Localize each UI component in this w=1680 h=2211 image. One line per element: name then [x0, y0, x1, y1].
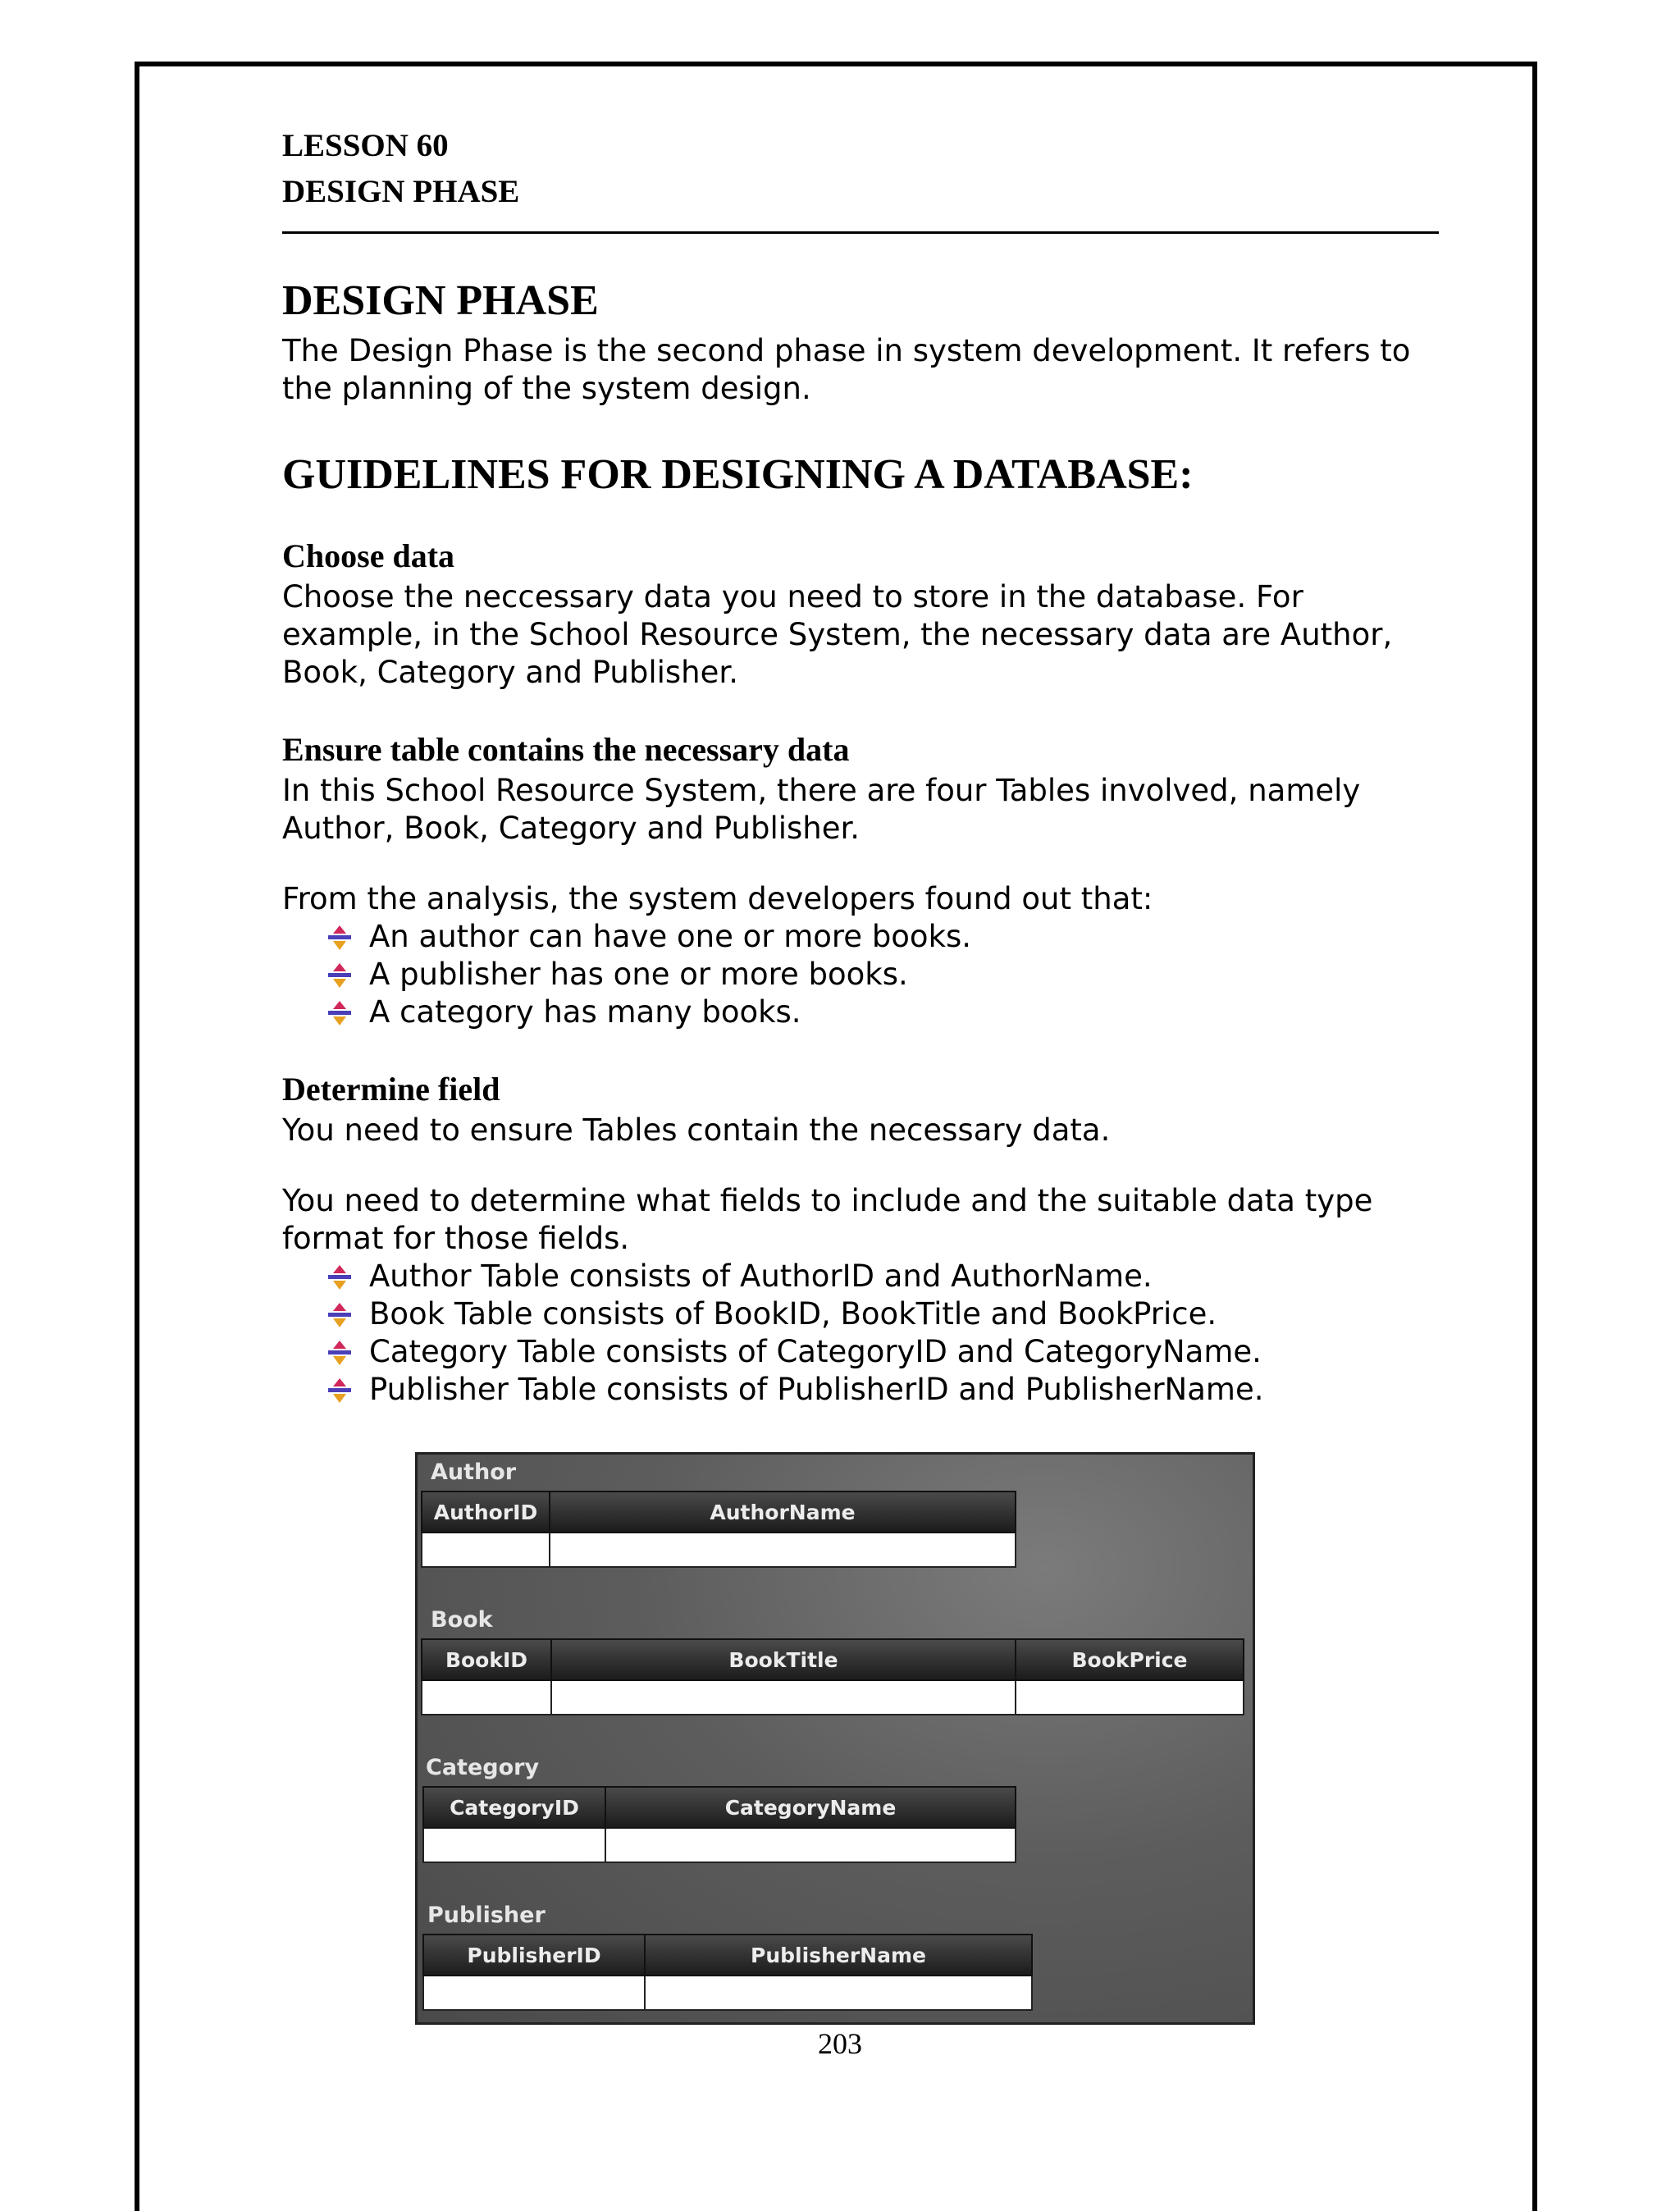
publisher-table — [422, 1934, 1033, 2011]
table-cell — [423, 1828, 605, 1862]
list-item: An author can have one or more books. — [325, 918, 1447, 956]
list-item: Book Table consists of BookID, BookTitle and BookPrice. — [325, 1295, 1447, 1333]
table-cell — [422, 1533, 550, 1567]
book-table — [421, 1638, 1244, 1715]
column-header: BookID — [422, 1639, 551, 1680]
table-cell — [645, 1976, 1032, 2010]
fields-list — [282, 1258, 1447, 1409]
arrow-bullet-icon — [325, 1262, 354, 1291]
column-header: BookTitle — [551, 1639, 1016, 1680]
column-header: PublisherID — [423, 1935, 645, 1976]
column-header: PublisherName — [645, 1935, 1032, 1976]
arrow-bullet-icon — [325, 922, 354, 952]
list-item: Category Table consists of CategoryID and CategoryName. — [325, 1333, 1447, 1371]
arrow-bullet-icon — [325, 1337, 354, 1367]
guidelines-heading: GUIDELINES FOR DESIGNING A DATABASE: — [282, 451, 1194, 498]
choose-data-text: Choose the neccessary data you need to store in the database. For example, in the School Resource System, the necessary data are Author, Book, Category and Publisher. — [282, 579, 1393, 690]
category-table — [422, 1786, 1016, 1863]
determine-field-text-1: You need to ensure Tables contain the necessary data. — [282, 1112, 1111, 1148]
database-tables-figure — [415, 1452, 1255, 2025]
page-content — [282, 123, 1447, 1409]
arrow-bullet-icon — [325, 1300, 354, 1329]
design-phase-text: The Design Phase is the second phase in system development. It refers to the planning of the system design. — [282, 333, 1411, 406]
page-number: 203 — [818, 2027, 862, 2060]
ensure-table-heading: Ensure table contains the necessary data — [282, 731, 850, 768]
column-header: CategoryID — [423, 1787, 605, 1828]
column-header: BookPrice — [1016, 1639, 1244, 1680]
category-table-label: Category — [426, 1755, 540, 1780]
list-item: Publisher Table consists of PublisherID and PublisherName. — [325, 1371, 1447, 1409]
table-cell — [1016, 1680, 1244, 1715]
arrow-bullet-icon — [325, 1375, 354, 1405]
publisher-table-label: Publisher — [427, 1903, 546, 1928]
column-header: CategoryName — [605, 1787, 1016, 1828]
list-item: Author Table consists of AuthorID and AuthorName. — [325, 1258, 1447, 1295]
analysis-list — [282, 918, 1447, 1031]
arrow-bullet-icon — [325, 960, 354, 989]
table-cell — [422, 1680, 551, 1715]
choose-data-heading: Choose data — [282, 537, 455, 574]
list-item: A publisher has one or more books. — [325, 956, 1447, 994]
table-cell — [605, 1828, 1016, 1862]
column-header: AuthorName — [550, 1492, 1016, 1533]
table-cell — [551, 1680, 1016, 1715]
column-header: AuthorID — [422, 1492, 550, 1533]
arrow-bullet-icon — [325, 998, 354, 1027]
ensure-table-text: In this School Resource System, there are four Tables involved, namely Author, Book, Category and Publisher. — [282, 773, 1361, 846]
header-rule — [282, 231, 1439, 234]
analysis-intro: From the analysis, the system developers found out that: — [282, 881, 1153, 916]
list-item: A category has many books. — [325, 994, 1447, 1031]
design-phase-heading: DESIGN PHASE — [282, 277, 599, 324]
author-table — [421, 1491, 1016, 1568]
book-table-label: Book — [431, 1607, 493, 1633]
table-cell — [550, 1533, 1016, 1567]
lesson-number: LESSON 60 — [282, 128, 449, 163]
determine-field-heading: Determine field — [282, 1071, 500, 1108]
author-table-label: Author — [431, 1460, 517, 1485]
lesson-title: DESIGN PHASE — [282, 174, 520, 209]
table-cell — [423, 1976, 645, 2010]
determine-field-text-2: You need to determine what fields to include and the suitable data type format for those fields. — [282, 1183, 1373, 1256]
